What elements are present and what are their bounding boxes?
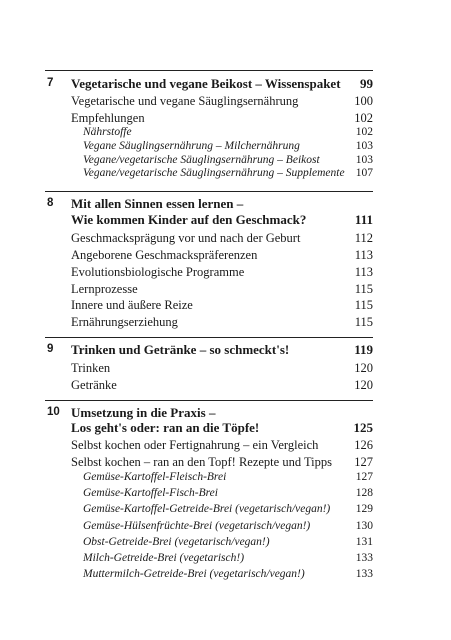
toc-subentry: Milch-Getreide-Brei (vegetarisch!) (83, 552, 245, 564)
chapter-number: 7 (47, 77, 54, 89)
toc-subentry-page: 103 (355, 154, 373, 166)
toc-entry-page: 115 (354, 315, 373, 329)
chapter-divider (45, 337, 373, 338)
toc-subentry: Gemüse-Hülsenfrüchte-Brei (vegetarisch/vegan!) (83, 520, 311, 532)
toc-subentry: Vegane/vegetarische Säuglingsernährung – Beikost (83, 154, 320, 166)
toc-entry: Selbst kochen oder Fertignahrung – ein Vergleich (71, 438, 319, 452)
toc-subentry: Gemüse-Kartoffel-Fisch-Brei (83, 487, 218, 499)
toc-entry-page: 112 (354, 231, 373, 245)
toc-entry: Empfehlungen (71, 111, 145, 125)
toc-subentry: Vegane Säuglingsernährung – Milchernährung (83, 140, 300, 152)
toc-entry-page: 120 (354, 361, 373, 375)
toc-entry-page: 120 (354, 378, 373, 392)
chapter-title-line1: Mit allen Sinnen essen lernen – (71, 196, 244, 211)
toc-entry: Lernprozesse (71, 282, 138, 296)
toc-subentry: Obst-Getreide-Brei (vegetarisch/vegan!) (83, 536, 270, 548)
toc-subentry-page: 133 (355, 568, 373, 580)
toc-entry-page: 113 (354, 265, 373, 279)
toc-entry-page: 113 (354, 248, 373, 262)
toc-subentry: Vegane/vegetarische Säuglingsernährung – Supplemente (83, 167, 345, 179)
chapter-title-line2: Wie kommen Kinder auf den Geschmack? (71, 212, 307, 227)
toc-subentry-page: 130 (355, 520, 373, 532)
chapter-divider (45, 191, 373, 192)
chapter-title-line1: Umsetzung in die Praxis – (71, 405, 216, 420)
toc-entry: Evolutionsbiologische Programme (71, 265, 245, 279)
toc-subentry-page: 127 (355, 471, 373, 483)
toc-entry: Angeborene Geschmackspräferenzen (71, 248, 258, 262)
toc-entry-page: 115 (354, 298, 373, 312)
toc-subentry-page: 129 (355, 503, 373, 515)
toc-subentry-page: 107 (355, 167, 373, 179)
chapter-title: Vegetarische und vegane Beikost – Wissenspaket (71, 76, 341, 91)
toc-entry-page: 100 (354, 94, 373, 108)
toc-entry: Trinken (71, 361, 111, 375)
toc-entry: Geschmacksprägung vor und nach der Geburt (71, 231, 301, 245)
toc-entry-page: 115 (354, 282, 373, 296)
toc-subentry-page: 128 (355, 487, 373, 499)
chapter-page: 99 (360, 76, 373, 91)
chapter-page: 119 (354, 342, 373, 357)
chapter-page: 111 (354, 212, 373, 227)
chapter-divider (45, 70, 373, 71)
toc-entry-page: 126 (354, 438, 373, 452)
toc-subentry: Nährstoffe (83, 126, 132, 138)
chapter-number: 10 (47, 406, 60, 418)
chapter-number: 9 (47, 343, 54, 355)
toc-subentry: Gemüse-Kartoffel-Getreide-Brei (vegetarisch/vegan!) (83, 503, 331, 515)
toc-subentry-page: 103 (355, 140, 373, 152)
toc-subentry-page: 131 (355, 536, 373, 548)
toc-entry: Innere und äußere Reize (71, 298, 193, 312)
toc-subentry: Gemüse-Kartoffel-Fleisch-Brei (83, 471, 227, 483)
toc-entry-page: 102 (354, 111, 373, 125)
toc-entry: Ernährungserziehung (71, 315, 178, 329)
toc-subentry: Muttermilch-Getreide-Brei (vegetarisch/vegan!) (83, 568, 305, 580)
chapter-number: 8 (47, 197, 54, 209)
toc-subentry-page: 133 (355, 552, 373, 564)
chapter-page: 125 (353, 420, 373, 435)
chapter-divider (45, 400, 373, 401)
toc-entry: Selbst kochen – ran an den Topf! Rezepte und Tipps (71, 455, 333, 469)
chapter-title-line2: Los geht's oder: ran an die Töpfe! (71, 420, 260, 435)
toc-subentry-page: 102 (355, 126, 373, 138)
toc-entry: Vegetarische und vegane Säuglingsernährung (71, 94, 299, 108)
toc-entry-page: 127 (354, 455, 373, 469)
chapter-title: Trinken und Getränke – so schmeckt's! (71, 342, 290, 357)
toc-entry: Getränke (71, 378, 117, 392)
